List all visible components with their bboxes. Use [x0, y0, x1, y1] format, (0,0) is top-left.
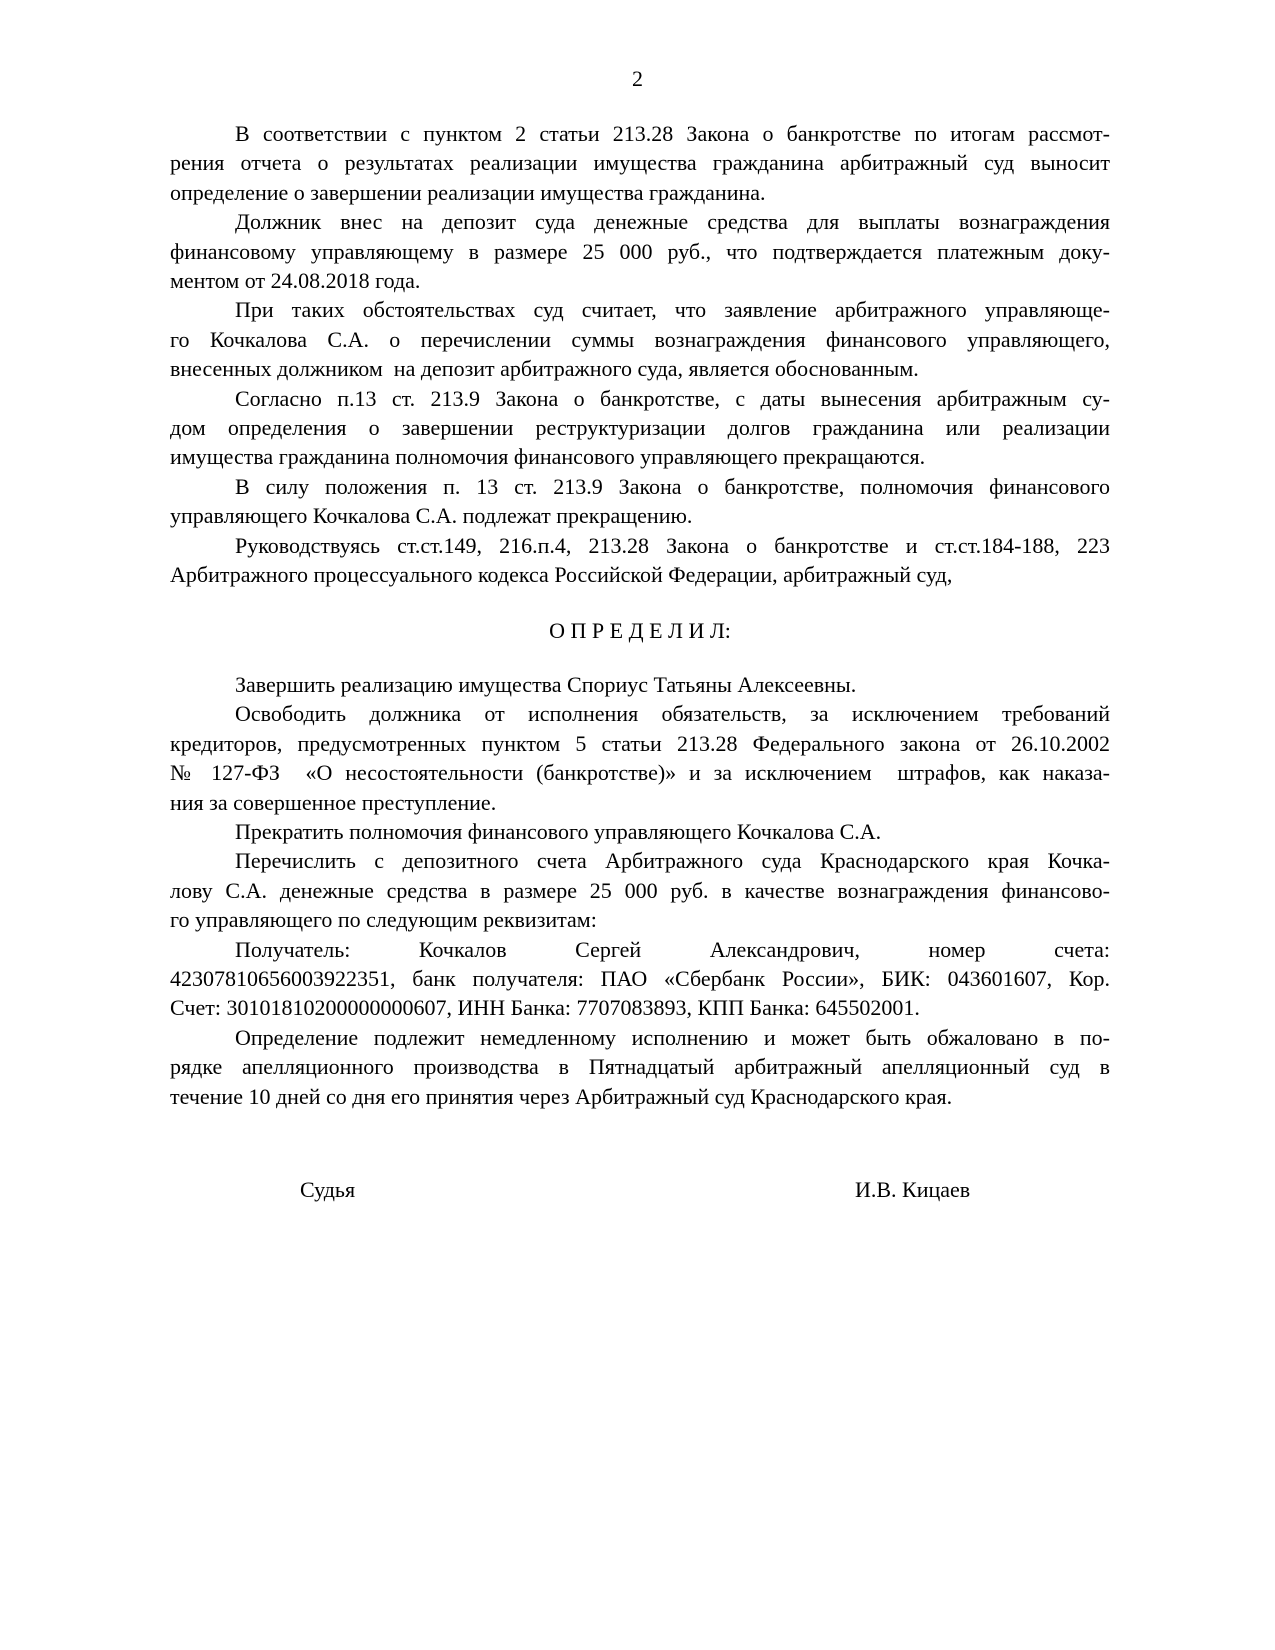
paragraph [170, 207, 1110, 295]
text-line: дом определения о завершении реструктуризации долгов гражданина или реализации [170, 415, 1110, 441]
paragraph [170, 295, 1110, 383]
text-line: Должник внес на депозит суда денежные средства для выплаты вознаграждения [235, 209, 1110, 235]
text-line: ния за совершенное преступление. [170, 789, 497, 815]
paragraph [170, 119, 1110, 207]
text-line: течение 10 дней со дня его принятия через Арбитражный суд Краснодарского края. [170, 1083, 953, 1109]
judge-name: И.В. Кицаев [855, 1177, 971, 1202]
text-line: 42307810656003922351, банк получателя: ПАО «Сбербанк России», БИК: 043601607, Кор. [170, 965, 1110, 991]
paragraph [170, 384, 1110, 472]
paragraph [170, 817, 1110, 846]
ruling-heading: О П Р Е Д Е Л И Л: [549, 617, 731, 643]
paragraph [170, 935, 1110, 1023]
text-line: лову С.А. денежные средства в размере 25 000 руб. в качестве вознаграждения финансово- [170, 877, 1110, 903]
paragraph [170, 670, 1110, 699]
paragraph [170, 472, 1110, 531]
text-line: Счет: 30101810200000000607, ИНН Банка: 7707083893, КПП Банка: 645502001. [170, 995, 920, 1021]
paragraph [170, 531, 1110, 590]
text-line: В силу положения п. 13 ст. 213.9 Закона о банкротстве, полномочия финансового [235, 473, 1110, 499]
paragraph [170, 1023, 1110, 1111]
signature-role-label: Судья [300, 1177, 356, 1202]
text-line: Определение подлежит немедленному исполнению и может быть обжаловано в по- [235, 1024, 1110, 1050]
text-line: ментом от 24.08.2018 года. [170, 268, 421, 294]
text-line: го Кочкалова С.А. о перечислении суммы вознаграждения финансового управляющего, [170, 326, 1110, 352]
document-body [170, 119, 1110, 1204]
text-line: В соответствии с пунктом 2 статьи 213.28 Закона о банкротстве по итогам рассмот- [235, 121, 1110, 146]
text-line: Руководствуясь ст.ст.149, 216.п.4, 213.28 Закона о банкротстве и ст.ст.184-188, 223 [235, 532, 1110, 558]
paragraph [170, 846, 1110, 934]
text-line: го управляющего по следующим реквизитам: [170, 907, 597, 933]
text-line: кредиторов, предусмотренных пунктом 5 статьи 213.28 Федерального закона от 26.10.2002 [170, 730, 1110, 756]
signature-block [170, 1175, 1110, 1204]
text-line: Освободить должника от исполнения обязательств, за исключением требований [235, 701, 1110, 727]
text-line: При таких обстоятельствах суд считает, что заявление арбитражного управляюще- [235, 297, 1110, 323]
text-line: № 127-ФЗ «О несостоятельности (банкротстве)» и за исключением штрафов, как наказа- [170, 760, 1110, 786]
text-line: определение о завершении реализации имущества гражданина. [170, 179, 766, 205]
text-line: Получатель: Кочкалов Сергей Александрович, номер счета: [235, 936, 1110, 962]
text-line: финансовому управляющему в размере 25 000 руб., что подтверждается платежным доку- [170, 238, 1110, 264]
text-line: Прекратить полномочия финансового управляющего Кочкалова С.А. [235, 818, 882, 844]
text-line: Завершить реализацию имущества Спориус Татьяны Алексеевны. [235, 671, 857, 697]
page-number: 2 [632, 66, 643, 91]
text-line: Арбитражного процессуального кодекса Российской Федерации, арбитражный суд, [170, 562, 953, 588]
text-line: рения отчета о результатах реализации имущества гражданина арбитражный суд выносит [170, 150, 1110, 176]
text-line: внесенных должником на депозит арбитражного суда, является обоснованным. [170, 356, 919, 382]
paragraph [170, 699, 1110, 817]
text-line: имущества гражданина полномочия финансового управляющего прекращаются. [170, 444, 926, 470]
text-line: Согласно п.13 ст. 213.9 Закона о банкротстве, с даты вынесения арбитражным су- [235, 385, 1110, 411]
text-line: Перечислить с депозитного счета Арбитражного суда Краснодарского края Кочка- [235, 848, 1110, 874]
text-line: рядке апелляционного производства в Пятнадцатый арбитражный апелляционный суд в [170, 1054, 1110, 1080]
text-line: управляющего Кочкалова С.А. подлежат прекращению. [170, 503, 693, 529]
